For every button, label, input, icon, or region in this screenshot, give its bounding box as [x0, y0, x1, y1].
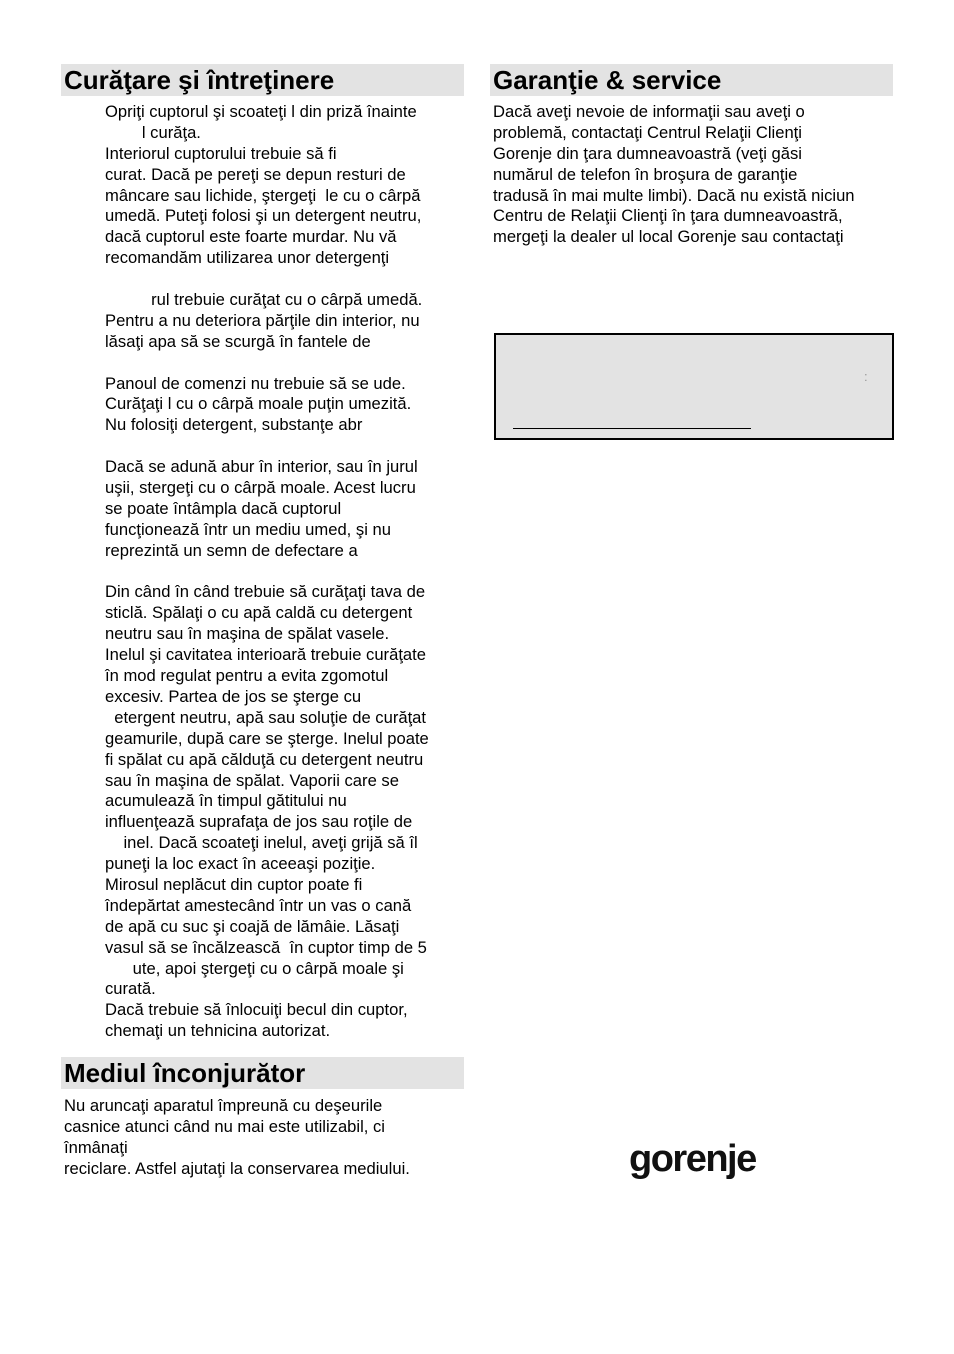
text-line: chemaţi un tehnicina autorizat. [105, 1021, 331, 1041]
text-line: de apă cu suc şi coajă de lămâie. Lăsaţi [105, 916, 400, 936]
text-line [105, 269, 429, 290]
text-line [105, 562, 429, 583]
text-line: etergent neutru, apă sau soluţie de curăţat [105, 707, 427, 727]
text-line: sau în maşina de spălat. Vaporii care se [105, 770, 399, 790]
text-line: Dacă se adună abur în interior, sau în jurul [105, 457, 418, 477]
text-line: Curăţaţi l cu o cârpă moale puţin umezită. [105, 394, 412, 414]
text-line: inel. Dacă scoateţi inelul, aveţi grijă să îl [105, 833, 418, 853]
text-line: rul trebuie curăţat cu o cârpă umedă. [105, 290, 423, 310]
warranty-text [493, 102, 855, 248]
text-line: se poate întâmpla dacă cuptorul [105, 498, 342, 518]
text-line: Inelul şi cavitatea interioară trebuie curăţate [105, 645, 426, 665]
text-line: numărul de telefon în broşura de garanţie [493, 164, 798, 184]
environment-heading: Mediul înconjurător [61, 1057, 464, 1089]
environment-text [64, 1096, 410, 1180]
text-line: umedă. Puteţi folosi şi un detergent neutru, [105, 206, 422, 226]
text-line: curată. [105, 979, 156, 999]
text-line: Mirosul neplăcut din cuptor poate fi [105, 874, 363, 894]
text-line: lăsaţi apa să se scurgă în fantele de [105, 331, 371, 351]
text-line: funcţionează într un mediu umed, şi nu [105, 519, 391, 539]
text-line: sticlă. Spălaţi o cu apă caldă cu detergent [105, 603, 413, 623]
text-line: Interiorul cuptorului trebuie să fi [105, 143, 337, 163]
cleaning-heading: Curăţare şi întreţinere [61, 64, 464, 96]
warranty-heading: Garanţie & service [490, 64, 893, 96]
text-line: Dacă trebuie să înlocuiţi becul din cuptor, [105, 1000, 408, 1020]
text-line: Nu folosiţi detergent, substanţe abr [105, 415, 363, 435]
cleaning-text [105, 102, 429, 1042]
text-line: curat. Dacă pe pereţi se depun resturi de [105, 164, 406, 184]
text-line: reprezintă un semn de defectare a [105, 540, 358, 560]
text-line: vasul să se încălzească în cuptor timp de 5 [105, 937, 427, 957]
text-line: ute, apoi ştergeţi cu o cârpă moale şi [105, 958, 404, 978]
address-box [494, 333, 894, 440]
text-line: mâncare sau lichide, ştergeţi le cu o cârpă [105, 185, 421, 205]
text-line: Opriţi cuptorul şi scoateţi l din priză înainte [105, 102, 417, 121]
text-line: în mod regulat pentru a evita zgomotul [105, 666, 389, 686]
text-line: Pentru a nu deteriora părţile din interior, nu [105, 310, 420, 330]
text-line [105, 353, 429, 374]
text-line: îndepărtat amestecând într un vas o cană [105, 895, 412, 915]
text-line: Nu aruncaţi aparatul împreună cu deşeurile [64, 1096, 383, 1115]
text-line: neutru sau în maşina de spălat vasele. [105, 624, 390, 644]
text-line: mergeţi la dealer ul local Gorenje sau contactaţi [493, 227, 844, 247]
text-line: acumulează în timpul gătitului nu [105, 791, 347, 811]
text-line: reciclare. Astfel ajutaţi la conservarea mediului. [64, 1158, 410, 1178]
text-line: înmânaţi [64, 1137, 128, 1157]
text-line: Din când în când trebuie să curăţaţi tava de [105, 582, 426, 602]
text-line: excesiv. Partea de jos se şterge cu [105, 686, 362, 706]
text-line: recomandăm utilizarea unor detergenţi [105, 248, 390, 268]
box-underline [513, 428, 751, 429]
text-line [105, 436, 429, 457]
text-line: tradusă în mai multe limbi). Dacă nu există niciun [493, 185, 855, 205]
text-line: Gorenje din ţara dumneavoastră (veţi găsi [493, 143, 802, 163]
text-line: Dacă aveţi nevoie de informaţii sau aveţi o [493, 102, 805, 121]
text-line: Centru de Relaţii Clienţi în ţara dumneavoastră, [493, 206, 843, 226]
box-mark: : [864, 369, 868, 384]
text-line: problemă, contactaţi Centrul Relaţii Clienţi [493, 122, 802, 142]
text-line: l curăţa. [105, 122, 201, 142]
text-line: geamurile, după care se şterge. Inelul poate [105, 728, 429, 748]
text-line: fi spălat cu apă călduţă cu detergent neutru [105, 749, 424, 769]
text-line: Panoul de comenzi nu trebuie să se ude. [105, 373, 406, 393]
text-line: casnice atunci când nu mai este utilizabil, ci [64, 1116, 385, 1136]
text-line: puneţi la loc exact în aceeaşi poziţie. [105, 854, 376, 874]
text-line: dacă cuptorul este foarte murdar. Nu vă [105, 227, 397, 247]
gorenje-logo: gorenje [629, 1138, 756, 1180]
text-line: influenţează suprafaţa de jos sau roţile de [105, 812, 413, 832]
text-line: uşii, stergeţi cu o cârpă moale. Acest lucru [105, 478, 416, 498]
